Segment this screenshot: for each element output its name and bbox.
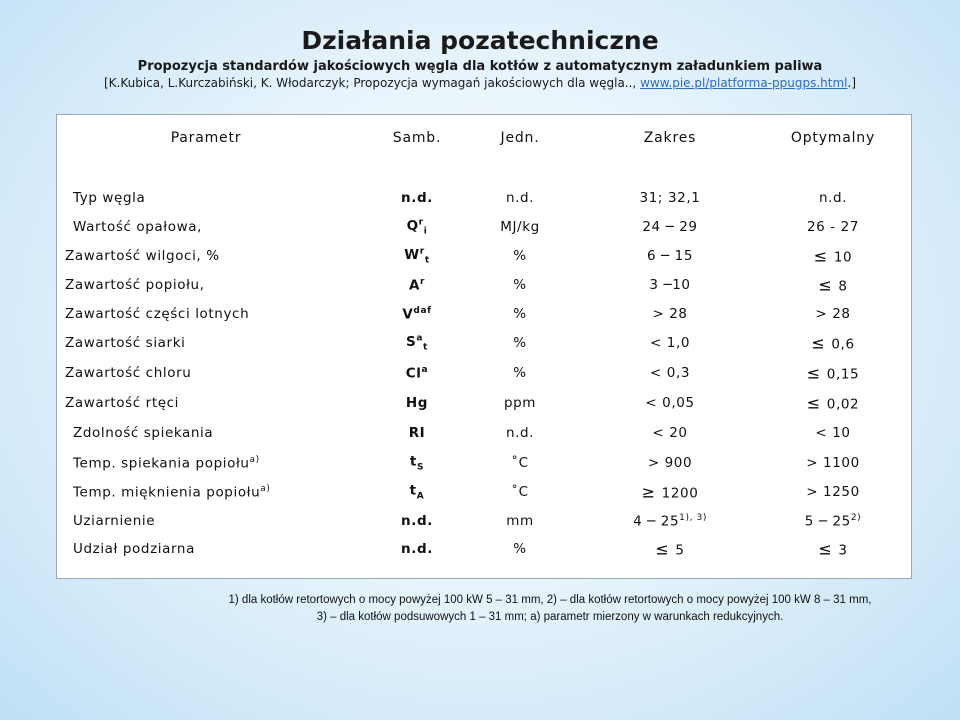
row-param: [73, 219, 202, 235]
row-symbol-sup: r: [418, 217, 424, 228]
row-optimal: [807, 219, 859, 235]
row-symbol: [406, 365, 428, 382]
row-optimal: [807, 364, 859, 383]
row-symbol-text: Q: [406, 217, 419, 234]
row-param-text: Uziarnienie: [73, 513, 156, 529]
row-optimal-sup: 2): [850, 512, 862, 523]
row-range-text: 31; 32,1: [639, 190, 701, 206]
row-param: [73, 513, 155, 529]
row-symbol-sub: t: [424, 255, 430, 266]
row-param-sup: a): [249, 454, 260, 465]
row-range-text: < 0,3: [649, 365, 691, 381]
row-range: [642, 219, 697, 235]
row-optimal-text: 26 - 27: [806, 219, 860, 235]
row-param-text: Temp. mięknienia popiołu: [73, 484, 261, 501]
row-param-text: Zawartość siarki: [65, 335, 186, 351]
row-param: [65, 335, 185, 351]
row-param-text: Zawartość rtęci: [65, 395, 180, 411]
row-unit: [511, 455, 528, 471]
row-symbol-sup: r: [419, 246, 425, 257]
row-symbol-sup: a: [416, 333, 424, 344]
row-unit-text: ppm: [503, 395, 537, 411]
row-optimal-text: > 1100: [806, 455, 860, 471]
row-range-text: < 20: [652, 425, 688, 441]
row-unit-text: ˚C: [511, 484, 529, 500]
row-range: [645, 395, 694, 411]
row-symbol: [409, 277, 425, 294]
row-param: [65, 277, 205, 293]
page-title: Działania pozatechniczne: [301, 26, 659, 55]
row-optimal: [814, 247, 852, 266]
row-optimal: [818, 540, 847, 559]
row-param: [73, 455, 260, 472]
row-param: [65, 395, 179, 411]
row-optimal-text: 5 ─ 25: [804, 513, 851, 530]
row-optimal-text: > 1250: [806, 484, 860, 500]
row-optimal-text: 0,6: [831, 336, 855, 353]
row-range: [655, 540, 684, 559]
row-symbol: [401, 513, 433, 529]
row-symbol: [404, 246, 429, 265]
row-param: [65, 365, 191, 381]
row-symbol: [409, 425, 426, 441]
row-unit: [513, 306, 526, 322]
row-unit-text: mm: [506, 513, 534, 529]
row-unit-text: %: [513, 335, 527, 351]
row-symbol: [406, 333, 428, 352]
standards-table: [56, 114, 912, 579]
row-optimal-text: < 10: [815, 425, 851, 441]
row-unit-text: n.d.: [505, 425, 535, 441]
row-symbol-text: Cl: [405, 365, 422, 382]
row-optimal-text: 0,15: [826, 366, 860, 383]
row-symbol: [410, 454, 424, 473]
comparison-symbol: ≤: [806, 363, 821, 383]
row-symbol-text: t: [409, 453, 417, 470]
row-range: [640, 190, 701, 206]
row-unit-text: ˚C: [511, 455, 529, 471]
row-param-text: Zawartość chloru: [65, 365, 192, 381]
row-range: [642, 483, 699, 502]
row-optimal-text: n.d.: [818, 190, 848, 206]
header-optimal: Optymalny: [790, 130, 876, 146]
row-symbol: [406, 395, 428, 411]
row-optimal-text: 8: [838, 278, 848, 295]
row-symbol: [401, 190, 433, 206]
row-param: [73, 541, 195, 557]
row-symbol-sub: A: [416, 491, 425, 502]
row-unit: [513, 335, 526, 351]
row-range: [650, 365, 690, 381]
comparison-symbol: ≤: [813, 246, 828, 266]
row-range-text: 1200: [661, 485, 699, 502]
page-subtitle: Propozycja standardów jakościowych węgla dla kotłów z automatycznym załadunkiem paliwa: [137, 59, 823, 74]
row-symbol: [402, 306, 431, 323]
row-range-text: 3 ─10: [649, 277, 691, 293]
row-unit-text: %: [513, 248, 527, 264]
row-symbol: [410, 483, 425, 502]
row-unit: [513, 277, 526, 293]
row-unit-text: MJ/kg: [500, 219, 540, 235]
footnote: [150, 592, 950, 626]
row-range-text: 4 ─ 25: [633, 513, 680, 530]
row-range-text: 24 ─ 29: [642, 219, 698, 235]
row-param: [65, 248, 220, 264]
row-symbol-text: W: [404, 246, 420, 263]
row-symbol-text: A: [408, 277, 421, 294]
citation-prefix: [K.Kubica, L.Kurczabiński, K. Włodarczyk; Propozycja wymagań jakościowych dla węgla..,: [103, 76, 641, 90]
row-range-text: > 28: [652, 306, 688, 322]
citation-suffix: .]: [847, 76, 857, 90]
row-range-text: < 1,0: [649, 335, 691, 351]
row-param-text: Wartość opałowa,: [73, 219, 203, 235]
row-optimal: [807, 394, 859, 413]
row-unit-text: n.d.: [505, 190, 535, 206]
row-symbol-sub: i: [423, 226, 428, 237]
row-param-sup: a): [260, 483, 271, 494]
row-unit: [513, 541, 526, 557]
comparison-symbol: ≤: [811, 333, 826, 353]
row-param-text: Zawartość popiołu,: [65, 277, 205, 293]
row-optimal-text: 3: [838, 542, 848, 559]
row-range: [633, 513, 707, 530]
row-symbol-text: n.d.: [401, 541, 433, 557]
row-symbol-text: n.d.: [401, 513, 433, 529]
row-unit: [513, 248, 526, 264]
row-unit-text: %: [513, 541, 527, 557]
row-symbol-text: RI: [408, 425, 426, 441]
row-optimal: [811, 334, 854, 353]
row-symbol-text: V: [402, 306, 414, 323]
row-symbol-text: Hg: [405, 395, 429, 411]
row-unit: [506, 513, 534, 529]
header-parametr: Parametr: [170, 130, 242, 146]
comparison-symbol: ≥: [641, 482, 656, 502]
citation: [0, 76, 960, 90]
row-optimal-text: 0,02: [826, 396, 860, 413]
row-range: [647, 248, 693, 264]
row-symbol-text: n.d.: [401, 190, 433, 206]
row-range-sup: 1), 3): [679, 512, 707, 523]
row-param-text: Zawartość wilgoci, %: [65, 248, 220, 264]
row-optimal: [806, 484, 860, 500]
row-optimal-text: > 28: [815, 306, 851, 322]
header-unit: Jedn.: [500, 130, 540, 146]
row-optimal: [819, 190, 847, 206]
row-unit: [506, 425, 534, 441]
row-symbol-sup: r: [420, 276, 426, 287]
footnote-line-2: 3) – dla kotłów podsuwowych 1 – 31 mm; a) parametr mierzony w warunkach redukcyjnych.: [316, 611, 784, 623]
comparison-symbol: ≤: [655, 539, 670, 559]
row-param-text: Typ węgla: [73, 190, 146, 206]
row-param-text: Zdolność spiekania: [73, 425, 214, 441]
row-optimal-text: 10: [833, 249, 853, 266]
row-symbol-text: t: [409, 482, 417, 499]
row-param: [73, 425, 213, 441]
row-range: [652, 425, 687, 441]
header-symbol: Samb.: [392, 130, 442, 146]
comparison-symbol: ≤: [806, 393, 821, 413]
row-unit: [513, 365, 526, 381]
row-range-text: 5: [675, 542, 685, 559]
row-param: [73, 190, 145, 206]
comparison-symbol: ≤: [818, 275, 833, 295]
row-range: [650, 335, 690, 351]
citation-link[interactable]: www.pie.pl/platforma-ppugps.html: [640, 76, 848, 90]
row-param-text: Zawartość części lotnych: [65, 306, 250, 322]
row-optimal: [815, 306, 850, 322]
row-range-text: > 900: [647, 455, 693, 471]
row-range: [649, 277, 690, 293]
row-optimal: [815, 425, 850, 441]
row-unit-text: %: [513, 277, 527, 293]
row-range: [648, 455, 692, 471]
row-symbol: [401, 541, 433, 557]
row-unit: [500, 219, 540, 235]
row-symbol-sub: S: [416, 462, 425, 473]
row-param: [73, 484, 271, 501]
row-param: [65, 306, 249, 322]
row-symbol-sup: daf: [413, 305, 432, 316]
row-optimal: [806, 455, 860, 471]
row-unit: [504, 395, 536, 411]
row-param-text: Udział podziarna: [73, 541, 195, 557]
row-unit: [506, 190, 534, 206]
header-range: Zakres: [643, 130, 697, 146]
row-symbol-text: S: [406, 333, 417, 350]
footnote-line-1: 1) dla kotłów retortowych o mocy powyżej 100 kW 5 – 31 mm, 2) – dla kotłów retortowych o mocy powyżej 100 kW 8 – 31 mm,: [228, 594, 872, 606]
row-range-text: 6 ─ 15: [646, 248, 694, 264]
row-symbol: [407, 217, 428, 236]
row-optimal: [818, 276, 847, 295]
row-unit-text: %: [513, 365, 527, 381]
comparison-symbol: ≤: [818, 539, 833, 559]
row-unit: [511, 484, 528, 500]
row-optimal: [805, 513, 862, 530]
row-param-text: Temp. spiekania popiołu: [73, 455, 250, 472]
row-unit-text: %: [513, 306, 527, 322]
row-range-text: < 0,05: [645, 395, 695, 411]
row-range: [652, 306, 687, 322]
row-symbol-sub: t: [423, 342, 428, 353]
row-symbol-sup: a: [421, 364, 429, 375]
